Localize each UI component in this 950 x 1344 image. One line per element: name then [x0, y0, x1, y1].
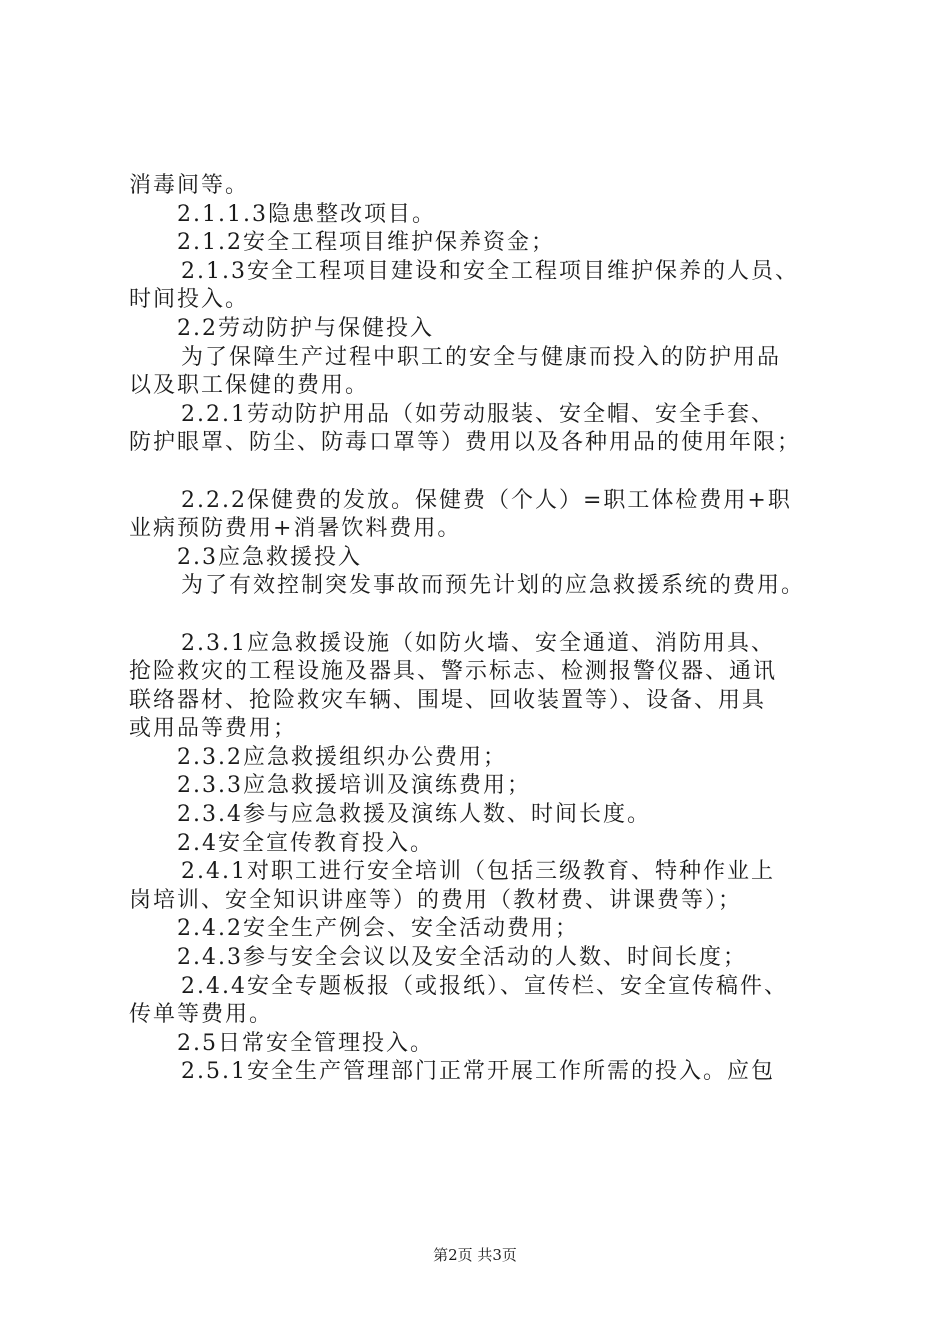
- text-line: 业病预防费用+消暑饮料费用。: [129, 516, 462, 542]
- text-line: 2.3.1应急救援设施（如防火墙、安全通道、消防用具、: [181, 630, 775, 656]
- text-line: 为了有效控制突发事故而预先计划的应急救援系统的费用。: [181, 573, 806, 599]
- text-line: 为了保障生产过程中职工的安全与健康而投入的防护用品: [181, 344, 782, 370]
- text-line: 2.2.2保健费的发放。保健费（个人）=职工体检费用+职: [181, 487, 792, 513]
- text-line: 2.1.3安全工程项目建设和安全工程项目维护保养的人员、: [181, 258, 799, 284]
- text-line: 2.3.2应急救援组织办公费用；: [177, 744, 507, 770]
- text-line: 2.4.3参与安全会议以及安全活动的人数、时间长度；: [177, 945, 747, 971]
- text-line: 防护眼罩、防尘、防毒口罩等）费用以及各种用品的使用年限；: [129, 430, 802, 456]
- text-line: 消毒间等。: [129, 173, 250, 198]
- text-line: 时间投入。: [129, 287, 250, 313]
- text-line: 2.3.3应急救援培训及演练费用；: [177, 773, 531, 799]
- text-line: 2.4安全宣传教育投入。: [177, 830, 434, 856]
- text-line: 或用品等费用；: [129, 716, 298, 742]
- text-line: 岗培训、安全知识讲座等）的费用（教材费、讲课费等）；: [129, 887, 743, 913]
- text-line: 2.4.2安全生产例会、安全活动费用；: [177, 916, 579, 942]
- text-line: 2.1.1.3隐患整改项目。: [177, 201, 436, 227]
- text-line: 2.5.1安全生产管理部门正常开展工作所需的投入。应包: [181, 1059, 775, 1085]
- text-line: 2.2劳动防护与保健投入: [177, 315, 434, 341]
- text-line: 以及职工保健的费用。: [129, 373, 370, 399]
- page-footer: 第2页 共3页: [433, 1246, 517, 1264]
- text-line: 2.4.4安全专题板报（或报纸）、宣传栏、安全宣传稿件、: [181, 973, 788, 999]
- text-line: 2.4.1对职工进行安全培训（包括三级教育、特种作业上: [181, 859, 775, 885]
- text-line: 联络器材、抢险救灾车辆、围堤、回收装置等）、设备、用具: [129, 687, 767, 713]
- blank-line: [129, 458, 859, 487]
- text-line: 2.1.2安全工程项目维护保养资金；: [177, 230, 555, 256]
- text-line: 2.5日常安全管理投入。: [177, 1030, 434, 1056]
- text-line: 2.3.4参与应急救援及演练人数、时间长度。: [177, 802, 651, 828]
- text-line: 2.2.1劳动防护用品（如劳动服装、安全帽、安全手套、: [181, 401, 775, 427]
- text-line: 抢险救灾的工程设施及器具、警示标志、检测报警仪器、通讯: [129, 659, 778, 685]
- document-body: [129, 172, 859, 1087]
- text-line: 2.3应急救援投入: [177, 544, 362, 570]
- text-line: 传单等费用。: [129, 1002, 274, 1028]
- blank-line: [129, 601, 859, 630]
